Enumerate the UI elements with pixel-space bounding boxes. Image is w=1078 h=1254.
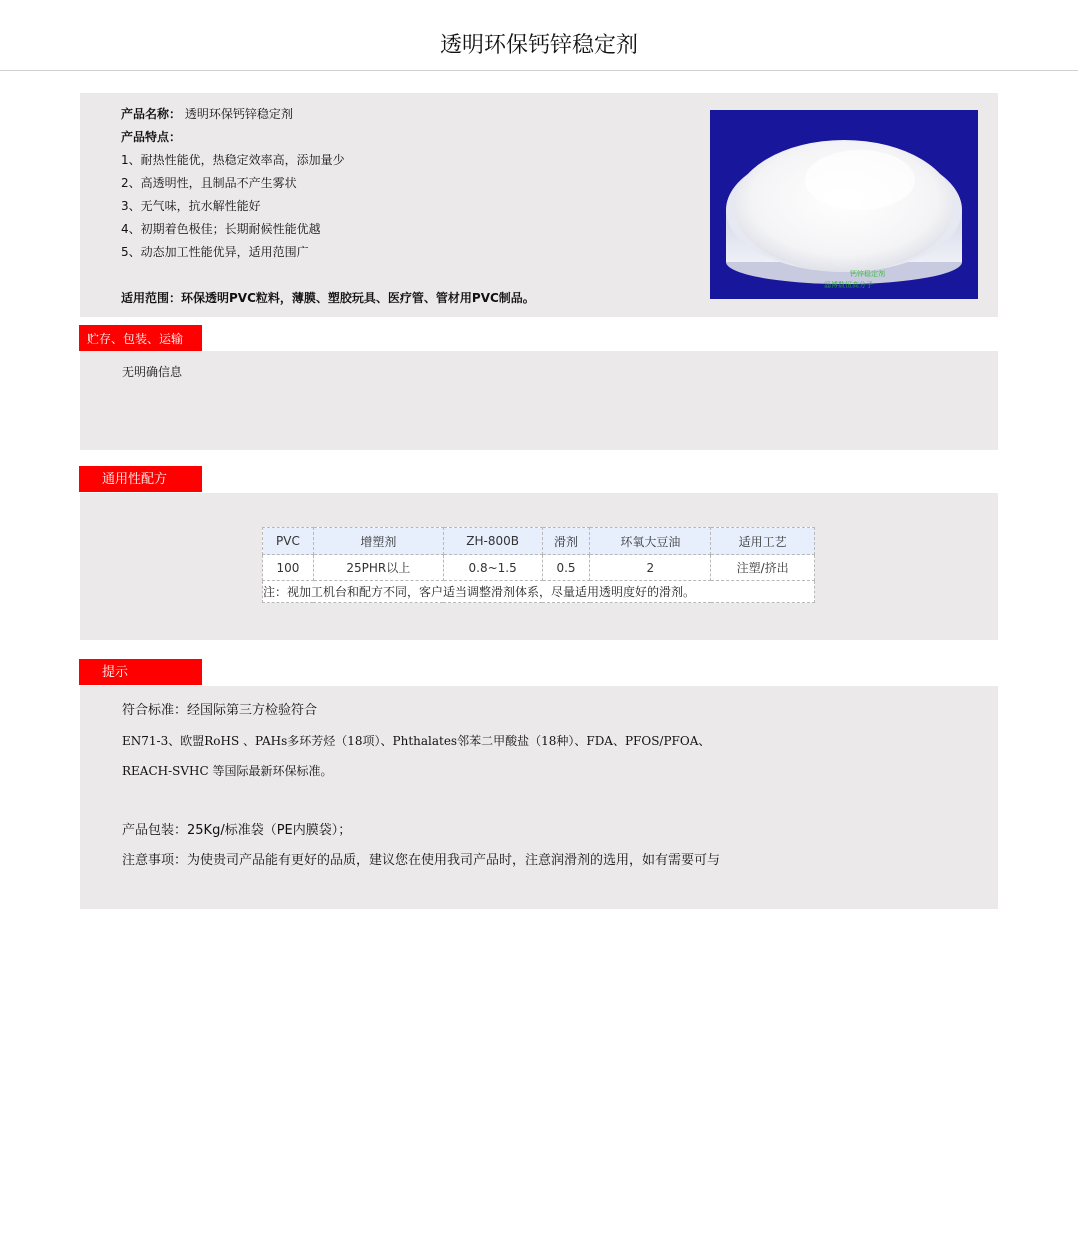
formula-panel [80, 493, 998, 640]
feature-item: 2、高透明性，且制品不产生雾状 [121, 176, 297, 190]
table-note: 注：视加工机台和配方不同，客户适当调整滑剂体系，尽量适用透明度好的滑剂。 [263, 581, 815, 603]
page-title: 透明环保钙锌稳定剂 [439, 33, 638, 58]
table-cell: 0.8~1.5 [443, 555, 542, 581]
storage-tab: 贮存、包装、运输 [79, 325, 202, 351]
product-name-value: 透明环保钙锌稳定剂 [184, 107, 293, 121]
table-header-cell: 增塑剂 [313, 528, 443, 555]
scope-value: 环保透明PVC粒料，薄膜、塑胶玩具、医疗管、管材用PVC制品。 [181, 291, 535, 305]
image-caption-line1: 钙锌稳定剂 [850, 271, 885, 278]
product-photo [710, 110, 978, 299]
product-features-label: 产品特点： [121, 130, 182, 144]
feature-item: 4、初期着色极佳；长期耐候性能优越 [121, 222, 321, 236]
table-cell: 2 [590, 555, 711, 581]
scope-label: 适用范围： [121, 291, 182, 305]
tips-tab: 提示 [79, 659, 202, 685]
tips-line: REACH-SVHC 等国际最新环保标准。 [122, 764, 333, 778]
tips-line: EN71-3、欧盟RoHS 、PAHs多环芳烃（18项）、Phthalates邻苯二甲酸盐（18种）、FDA、PFOS/PFOA、 [122, 734, 711, 748]
table-note-row [263, 581, 815, 603]
feature-item: 3、无气味，抗水解性能好 [121, 199, 261, 213]
feature-item: 5、动态加工性能优异，适用范围广 [121, 245, 309, 259]
product-info-panel [80, 93, 998, 317]
formula-tab: 通用性配方 [79, 466, 202, 492]
tips-line: 注意事项：为使贵司产品能有更好的品质，建议您在使用我司产品时，注意润滑剂的选用，如有需要可与 [122, 853, 721, 868]
table-header-cell: ZH-800B [443, 528, 542, 555]
image-caption-line2: 淄博数恒高分子 [824, 282, 873, 289]
table-cell: 0.5 [542, 555, 590, 581]
tips-line: 产品包装：25Kg/标准袋（PE内膜袋）； [122, 823, 352, 838]
storage-text: 无明确信息 [122, 365, 183, 379]
powder-dish-image [710, 110, 978, 299]
feature-item: 1、耐热性能优，热稳定效率高，添加量少 [121, 153, 345, 167]
table-header-cell: 适用工艺 [711, 528, 815, 555]
table-cell: 100 [263, 555, 314, 581]
table-header-row [263, 528, 815, 555]
tips-line: 符合标准：经国际第三方检验符合 [122, 703, 318, 718]
formula-table [262, 527, 815, 603]
tips-content [122, 696, 720, 876]
table-row [263, 555, 815, 581]
product-details [121, 103, 535, 310]
product-name-label: 产品名称： [121, 107, 182, 121]
table-header-cell: PVC [263, 528, 314, 555]
storage-panel [80, 351, 998, 450]
tips-line [122, 786, 720, 816]
title-divider [0, 70, 1078, 71]
table-header-cell: 滑剂 [542, 528, 590, 555]
table-header-cell: 环氧大豆油 [590, 528, 711, 555]
table-cell: 25PHR以上 [313, 555, 443, 581]
tips-panel [80, 686, 998, 909]
table-cell: 注塑/挤出 [711, 555, 815, 581]
